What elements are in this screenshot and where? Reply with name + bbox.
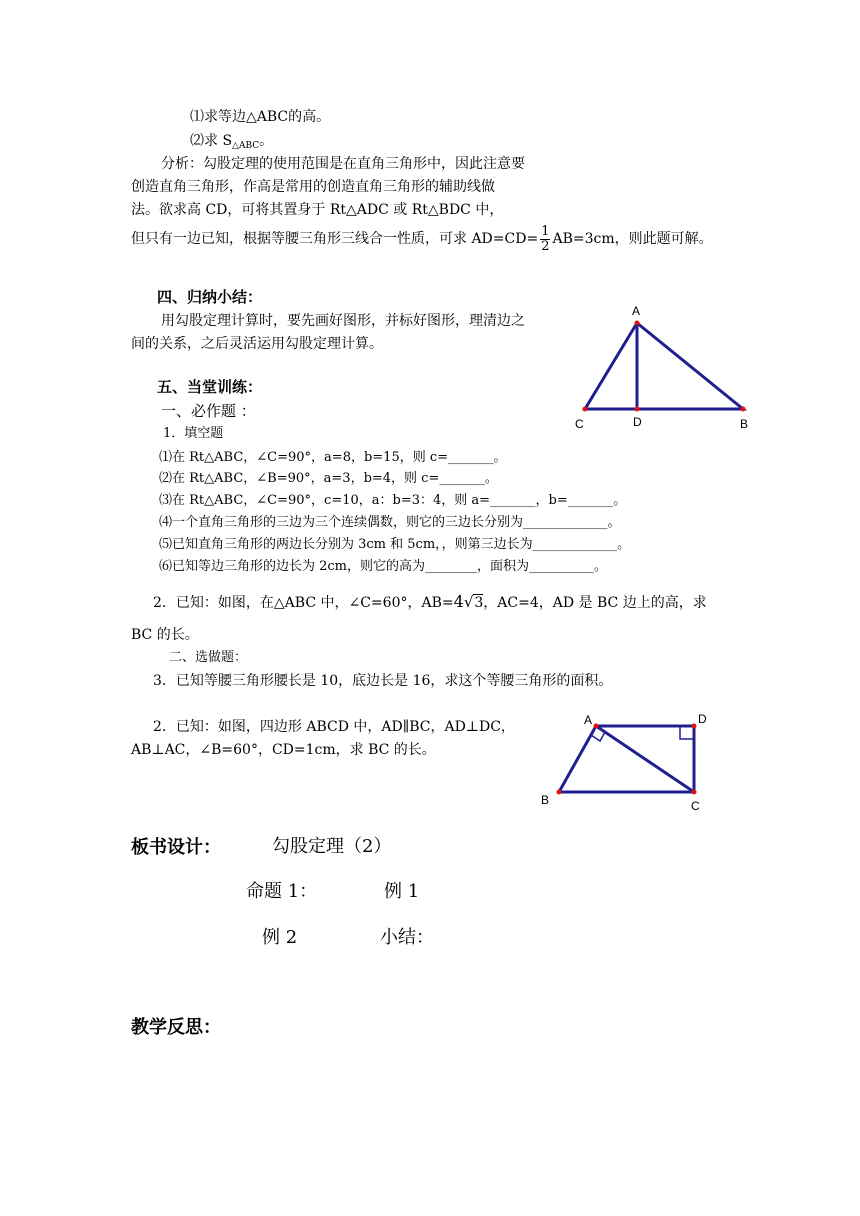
fraction-denominator: 2 [541,238,550,254]
right-angle-d [680,726,694,739]
point-b [741,407,746,412]
fill-1: ⑴在 Rt△ABC，∠C=90°，a=8，b=15，则 c=_______。 [159,450,507,465]
board-heading: 板书设计： [131,837,221,858]
point-c [583,407,588,412]
board-summary: 小结： [380,927,434,948]
fill-heading: 1．填空题 [163,426,224,441]
summary-line-2: 间的关系，之后灵活运用勾股定理计算。 [131,336,383,352]
analysis-line-2: 创造直角三角形，作高是常用的创造直角三角形的辅助线做 [131,179,495,195]
analysis-4-pre: 但只有一边已知，根据等腰三角形三线合一性质，可求 AD=CD= [131,231,539,247]
point-c-2 [692,790,697,795]
label-d-2: D [698,712,707,726]
label-c-2: C [691,799,700,813]
problem-4-line-2: AB⊥AC，∠B=60°，CD=1cm，求 BC 的长。 [131,742,436,758]
board-proposition: 命题 1： [246,881,318,902]
analysis-4-post: AB=3cm，则此题可解。 [552,231,713,247]
board-example-1: 例 1 [384,881,420,902]
fill-6: ⑹已知等边三角形的边长为 2cm，则它的高为________，面积为__________。 [159,559,608,574]
sqrt-radicand: 3 [474,595,484,611]
problem-2-pre: 2．已知：如图，在△ABC 中，∠C=60°，AB= [153,595,454,611]
reflection-heading: 教学反思： [131,1017,221,1038]
must-heading: 一、必作题 ： [161,402,256,420]
sqrt-sign: √ [463,593,474,611]
sqrt-coefficient: 4 [453,592,464,611]
practice-heading: 五、当堂训练： [157,378,263,396]
fill-3: ⑶在 Rt△ABC，∠C=90°，c=10，a：b=3：4，则 a=_______，b=_______。 [159,493,627,508]
triangle-lines [585,323,743,409]
optional-heading: 二、选做题： [169,650,248,665]
analysis-line-3: 法。欲求高 CD，可将其置身于 Rt△ADC 或 Rt△BDC 中， [131,202,504,218]
problem-4-line-1: 2．已知：如图，四边形 ABCD 中，AD∥BC，AD⊥DC， [153,719,515,735]
summary-heading: 四、归纳小结： [157,288,263,306]
analysis-line-1: 分析：勾股定理的使用范围是在直角三角形中，因此注意要 [161,156,525,172]
quadrilateral-abcd [559,726,694,792]
point-d [635,407,640,412]
problem-3: 3．已知等腰三角形腰长是 10，底边长是 16，求这个等腰三角形的面积。 [153,673,613,689]
problem-2-line-2: BC 的长。 [131,627,199,643]
label-b: B [740,417,749,431]
fraction-numerator: 1 [541,223,550,239]
q1-line: ⑴求等边△ABC的高。 [190,109,331,125]
label-a-2: A [584,713,593,727]
label-c: C [575,417,584,431]
quadrilateral-lines [559,726,694,792]
point-a-2 [594,724,599,729]
board-example-2: 例 2 [262,927,298,948]
point-b-2 [557,790,562,795]
point-a [635,321,640,326]
summary-line-1: 用勾股定理计算时，要先画好图形，并标好图形，理清边之 [161,313,525,329]
fill-2: ⑵在 Rt△ABC，∠B=90°，a=3，b=4，则 c=_______。 [159,471,498,486]
point-d-2 [692,724,697,729]
q2-post: 。 [259,133,274,149]
triangle-abc [585,323,743,409]
board-title: 勾股定理（2） [272,836,392,857]
label-a: A [632,304,641,318]
fill-4: ⑷一个直角三角形的三边为三个连续偶数，则它的三边长分别为_____________。 [159,515,621,530]
q2-sub: △ABC [232,141,260,151]
label-d: D [633,415,642,429]
problem-2-post: ，AC=4，AD 是 BC 边上的高，求 [483,595,707,611]
label-b-2: B [541,793,550,807]
fill-5: ⑸已知直角三角形的两边长分别为 3cm 和 5cm，，则第三边长为_____________。 [159,537,631,552]
q2-pre: ⑵求 S [190,133,233,149]
